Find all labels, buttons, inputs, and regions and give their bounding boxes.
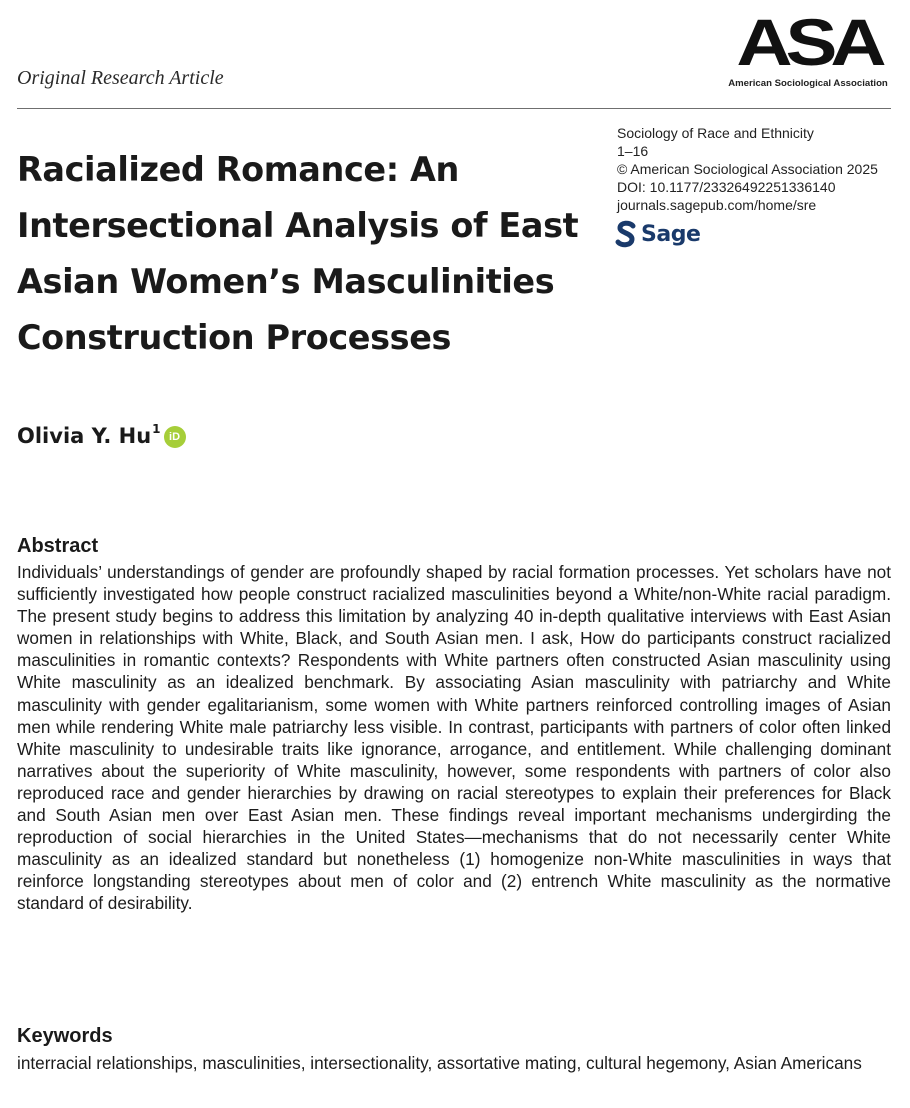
- doi-line[interactable]: DOI: 10.1177/23326492251336140: [617, 179, 836, 195]
- journal-name: Sociology of Race and Ethnicity: [617, 125, 814, 141]
- sage-wordmark: Sage: [641, 221, 701, 247]
- asa-logo-subtitle: American Sociological Association: [728, 78, 888, 89]
- keywords-text: interracial relationships, masculinities, intersectionality, assortative mating, cultural hegemony, Asian Americans: [17, 1053, 862, 1073]
- abstract-text: Individuals’ understandings of gender are profoundly shaped by racial formation processes. Yet scholars have not sufficiently investigated how people construct racialized masculinities beyond a White/non-White racial paradigm. The present study begins to address this limitation by analyzing 40 in-depth qualitative interviews with East Asian women in relationships with White, Black, and South Asian men. I ask, How do participants construct racialized masculinities in romantic contexts? Respondents with White partners often constructed Asian masculinity using White masculinity as an idealized benchmark. By associating Asian masculinity with patriarchy and White masculinity with gender egalitarianism, some women with White partners reinforced controlling images of Asian men while rendering White male patriarchy less visible. In contrast, participants with partners of color often linked White masculinity to undesirable traits like ignorance, arrogance, and entitlement. While challenging dominant narratives about the superiority of White masculinity, however, some respondents with partners of color also reproduced race and gender hierarchies by drawing on racial stereotypes to explain their preferences for Black and South Asian men over East Asian men. These findings reveal important mechanisms undergirding the reproduction of social hierarchies in the United States—mechanisms that do not necessarily center White masculinity as an idealized standard but nonetheless (1) homogenize non-White masculinities in ways that reinforce longstanding stereotypes about men of color and (2) entrench White masculinity as the normative standard of desirability.: [17, 562, 891, 914]
- journal-info: [617, 124, 878, 214]
- journal-url[interactable]: journals.sagepub.com/home/sre: [617, 197, 817, 213]
- keywords-heading: Keywords: [17, 1025, 113, 1047]
- copyright-line: © American Sociological Association 2025: [617, 161, 878, 177]
- asa-logo: [722, 5, 894, 92]
- sage-s-icon: [615, 219, 637, 249]
- header-divider: [17, 108, 891, 109]
- orcid-icon[interactable]: iD: [164, 426, 186, 448]
- affiliation-marker: 1: [152, 422, 161, 436]
- sage-logo: [615, 219, 700, 249]
- asa-logo-letters: ASA: [736, 5, 880, 79]
- abstract-heading: Abstract: [17, 535, 99, 557]
- page-range: 1–16: [617, 143, 649, 159]
- article-type-label: Original Research Article: [17, 67, 224, 89]
- article-title: Racialized Romance: An Intersectional Analysis of East Asian Women’s Masculinities Construction Processes: [17, 150, 579, 357]
- author-name: Olivia Y. Hu: [17, 424, 152, 448]
- author-line: [17, 424, 186, 448]
